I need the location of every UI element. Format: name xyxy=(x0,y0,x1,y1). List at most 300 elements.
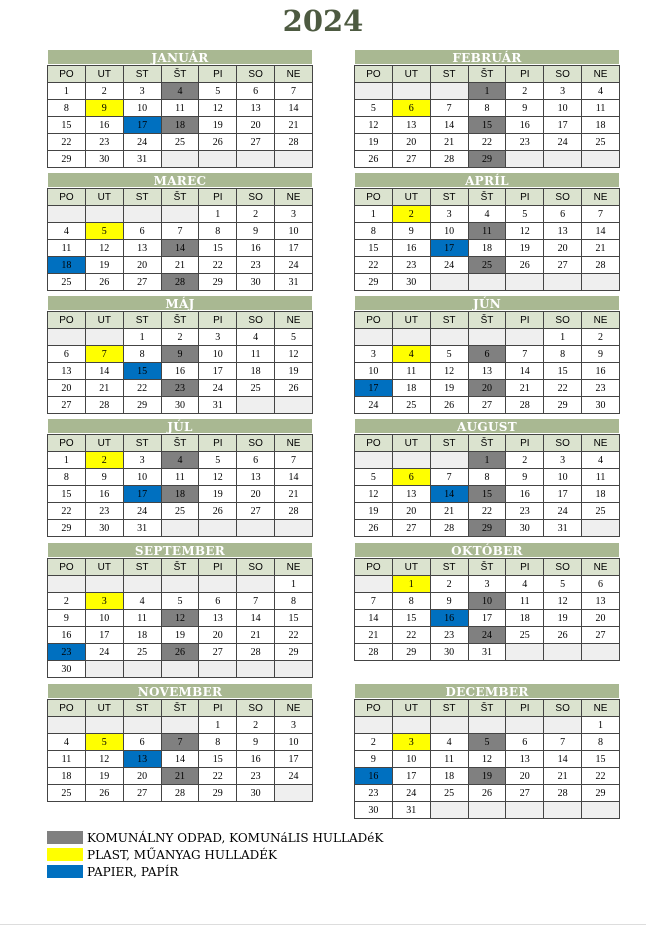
month-table xyxy=(354,699,620,819)
day-cell: 19 xyxy=(355,134,393,151)
day-cell: 29 xyxy=(468,151,506,168)
day-header: UT xyxy=(392,435,430,452)
day-cell: 16 xyxy=(85,117,123,134)
empty-cell xyxy=(506,151,544,168)
day-cell: 28 xyxy=(275,134,313,151)
day-header: UT xyxy=(85,435,123,452)
legend-label: PAPIER, PAPÍR xyxy=(87,864,179,879)
divider xyxy=(0,924,646,925)
legend-label: PLAST, MŰANYAG HULLADÉK xyxy=(87,847,277,862)
day-cell: 22 xyxy=(355,257,393,274)
day-cell: 13 xyxy=(582,593,620,610)
month-name: OKTÓBER xyxy=(354,542,620,558)
day-cell: 24 xyxy=(544,503,582,520)
month-január xyxy=(47,49,313,168)
day-header: SO xyxy=(544,66,582,83)
day-cell: 31 xyxy=(123,520,161,537)
day-cell: 12 xyxy=(468,751,506,768)
legend-item xyxy=(47,846,383,863)
week-row xyxy=(355,503,620,520)
day-cell: 12 xyxy=(85,751,123,768)
week-row xyxy=(48,206,313,223)
day-header: PI xyxy=(506,312,544,329)
empty-cell xyxy=(161,661,199,678)
day-cell: 6 xyxy=(123,223,161,240)
day-cell: 5 xyxy=(430,346,468,363)
week-row xyxy=(355,644,620,661)
day-cell: 25 xyxy=(123,644,161,661)
day-cell: 28 xyxy=(430,151,468,168)
day-cell: 10 xyxy=(392,751,430,768)
day-header: PO xyxy=(355,66,393,83)
day-cell: 28 xyxy=(430,520,468,537)
day-cell: 10 xyxy=(355,363,393,380)
day-cell: 6 xyxy=(506,734,544,751)
week-row xyxy=(48,751,313,768)
empty-cell xyxy=(355,83,393,100)
day-cell: 20 xyxy=(544,240,582,257)
day-cell: 4 xyxy=(48,223,86,240)
day-cell: 14 xyxy=(582,223,620,240)
empty-cell xyxy=(582,802,620,819)
day-cell: 14 xyxy=(275,100,313,117)
day-cell: 13 xyxy=(392,486,430,503)
week-row xyxy=(48,734,313,751)
day-cell: 4 xyxy=(392,346,430,363)
month-október xyxy=(354,542,620,661)
day-cell: 11 xyxy=(161,100,199,117)
day-cell: 5 xyxy=(544,576,582,593)
day-cell: 1 xyxy=(392,576,430,593)
day-header: SO xyxy=(544,435,582,452)
day-cell: 20 xyxy=(237,117,275,134)
day-cell: 13 xyxy=(392,117,430,134)
day-cell: 3 xyxy=(123,452,161,469)
day-header: UT xyxy=(392,66,430,83)
day-header: ŠT xyxy=(161,700,199,717)
day-cell: 18 xyxy=(161,486,199,503)
day-cell: 18 xyxy=(392,380,430,397)
week-row xyxy=(355,240,620,257)
day-cell: 22 xyxy=(468,134,506,151)
day-cell: 8 xyxy=(544,346,582,363)
day-header: SO xyxy=(237,700,275,717)
month-name: FEBRUÁR xyxy=(354,49,620,65)
empty-cell xyxy=(430,717,468,734)
week-row xyxy=(355,785,620,802)
day-cell: 3 xyxy=(468,576,506,593)
day-cell: 5 xyxy=(85,223,123,240)
empty-cell xyxy=(430,329,468,346)
day-cell: 26 xyxy=(199,503,237,520)
empty-cell xyxy=(237,661,275,678)
day-cell: 26 xyxy=(85,785,123,802)
day-cell: 19 xyxy=(275,363,313,380)
day-cell: 22 xyxy=(275,627,313,644)
day-header: PI xyxy=(199,189,237,206)
day-cell: 24 xyxy=(275,768,313,785)
day-cell: 15 xyxy=(355,240,393,257)
month-name: DECEMBER xyxy=(354,683,620,699)
day-header: SO xyxy=(237,435,275,452)
day-cell: 17 xyxy=(392,768,430,785)
day-cell: 23 xyxy=(506,503,544,520)
day-header: ŠT xyxy=(468,435,506,452)
day-header: ŠT xyxy=(468,700,506,717)
empty-cell xyxy=(48,717,86,734)
empty-cell xyxy=(161,717,199,734)
week-row xyxy=(355,83,620,100)
day-cell: 3 xyxy=(275,717,313,734)
day-cell: 23 xyxy=(506,134,544,151)
week-row xyxy=(355,206,620,223)
day-cell: 8 xyxy=(275,593,313,610)
day-header: PO xyxy=(48,312,86,329)
day-header: ST xyxy=(123,189,161,206)
day-header: ST xyxy=(123,700,161,717)
day-cell: 18 xyxy=(582,486,620,503)
empty-cell xyxy=(48,329,86,346)
month-table xyxy=(47,434,313,537)
month-máj xyxy=(47,295,313,414)
month-name: MAREC xyxy=(47,172,313,188)
week-row xyxy=(355,397,620,414)
month-table xyxy=(47,558,313,678)
month-table xyxy=(354,434,620,537)
day-cell: 7 xyxy=(544,734,582,751)
day-cell: 8 xyxy=(123,346,161,363)
day-cell: 8 xyxy=(468,100,506,117)
day-cell: 22 xyxy=(48,503,86,520)
day-cell: 11 xyxy=(506,593,544,610)
empty-cell xyxy=(355,452,393,469)
week-row xyxy=(355,576,620,593)
day-cell: 9 xyxy=(161,346,199,363)
day-cell: 10 xyxy=(123,469,161,486)
day-header: SO xyxy=(237,189,275,206)
day-cell: 6 xyxy=(48,346,86,363)
day-cell: 10 xyxy=(544,469,582,486)
day-cell: 4 xyxy=(430,734,468,751)
day-cell: 12 xyxy=(85,240,123,257)
week-row xyxy=(355,469,620,486)
day-cell: 28 xyxy=(275,503,313,520)
day-cell: 25 xyxy=(582,503,620,520)
day-cell: 19 xyxy=(468,768,506,785)
day-cell: 20 xyxy=(48,380,86,397)
day-cell: 31 xyxy=(392,802,430,819)
day-cell: 5 xyxy=(85,734,123,751)
day-cell: 30 xyxy=(392,274,430,291)
day-cell: 9 xyxy=(506,100,544,117)
day-header: NE xyxy=(582,435,620,452)
month-december xyxy=(354,683,620,819)
day-cell: 25 xyxy=(392,397,430,414)
week-row xyxy=(355,257,620,274)
day-cell: 21 xyxy=(237,627,275,644)
day-cell: 25 xyxy=(161,134,199,151)
day-cell: 21 xyxy=(161,768,199,785)
day-header: ST xyxy=(430,312,468,329)
day-header: SO xyxy=(237,312,275,329)
day-cell: 13 xyxy=(199,610,237,627)
day-cell: 28 xyxy=(544,785,582,802)
day-cell: 9 xyxy=(85,469,123,486)
week-row xyxy=(48,610,313,627)
day-cell: 15 xyxy=(468,117,506,134)
day-cell: 30 xyxy=(430,644,468,661)
day-cell: 17 xyxy=(468,610,506,627)
day-cell: 21 xyxy=(506,380,544,397)
month-name: AUGUST xyxy=(354,418,620,434)
week-row xyxy=(48,117,313,134)
day-header: ŠT xyxy=(468,189,506,206)
empty-cell xyxy=(275,661,313,678)
day-cell: 18 xyxy=(161,117,199,134)
day-cell: 14 xyxy=(161,240,199,257)
day-cell: 2 xyxy=(237,206,275,223)
empty-cell xyxy=(237,397,275,414)
day-cell: 15 xyxy=(275,610,313,627)
day-cell: 2 xyxy=(161,329,199,346)
day-cell: 11 xyxy=(48,751,86,768)
empty-cell xyxy=(582,644,620,661)
day-cell: 29 xyxy=(123,397,161,414)
day-cell: 2 xyxy=(355,734,393,751)
day-cell: 25 xyxy=(430,785,468,802)
empty-cell xyxy=(468,329,506,346)
day-cell: 30 xyxy=(161,397,199,414)
day-cell: 6 xyxy=(392,469,430,486)
day-header: ST xyxy=(430,559,468,576)
day-cell: 7 xyxy=(85,346,123,363)
day-cell: 17 xyxy=(123,486,161,503)
empty-cell xyxy=(468,802,506,819)
day-cell: 27 xyxy=(468,397,506,414)
week-row xyxy=(48,661,313,678)
day-cell: 4 xyxy=(237,329,275,346)
day-header: NE xyxy=(582,189,620,206)
legend-label: KOMUNÁLNY ODPAD, KOMUNáLIS HULLADéK xyxy=(87,830,384,845)
day-cell: 17 xyxy=(123,117,161,134)
day-header: NE xyxy=(275,189,313,206)
month-jún xyxy=(354,295,620,414)
day-cell: 7 xyxy=(355,593,393,610)
legend-swatch xyxy=(47,848,83,861)
empty-cell xyxy=(430,452,468,469)
day-cell: 29 xyxy=(544,397,582,414)
day-cell: 27 xyxy=(48,397,86,414)
day-cell: 8 xyxy=(355,223,393,240)
week-row xyxy=(48,134,313,151)
day-cell: 21 xyxy=(582,240,620,257)
day-cell: 13 xyxy=(123,240,161,257)
day-cell: 9 xyxy=(48,610,86,627)
day-cell: 30 xyxy=(237,274,275,291)
day-header: NE xyxy=(275,700,313,717)
day-header: PO xyxy=(355,189,393,206)
day-cell: 18 xyxy=(48,257,86,274)
empty-cell xyxy=(355,576,393,593)
day-cell: 4 xyxy=(506,576,544,593)
week-row xyxy=(48,593,313,610)
day-cell: 7 xyxy=(430,100,468,117)
week-row xyxy=(48,151,313,168)
empty-cell xyxy=(506,644,544,661)
day-header: PI xyxy=(199,700,237,717)
week-row xyxy=(355,346,620,363)
day-cell: 2 xyxy=(85,83,123,100)
month-table xyxy=(354,188,620,291)
day-header: PI xyxy=(506,189,544,206)
empty-cell xyxy=(355,717,393,734)
day-cell: 3 xyxy=(275,206,313,223)
day-cell: 9 xyxy=(85,100,123,117)
day-header: PI xyxy=(199,312,237,329)
month-name: NOVEMBER xyxy=(47,683,313,699)
day-cell: 28 xyxy=(582,257,620,274)
day-cell: 12 xyxy=(430,363,468,380)
day-header: PI xyxy=(506,700,544,717)
day-cell: 8 xyxy=(468,469,506,486)
day-cell: 27 xyxy=(199,644,237,661)
day-header: PI xyxy=(506,66,544,83)
day-cell: 9 xyxy=(237,734,275,751)
day-cell: 30 xyxy=(237,785,275,802)
day-cell: 15 xyxy=(468,486,506,503)
week-row xyxy=(355,486,620,503)
day-cell: 15 xyxy=(123,363,161,380)
day-cell: 11 xyxy=(161,469,199,486)
day-cell: 6 xyxy=(544,206,582,223)
day-header: ST xyxy=(430,189,468,206)
day-cell: 24 xyxy=(85,644,123,661)
day-cell: 11 xyxy=(48,240,86,257)
day-cell: 23 xyxy=(48,644,86,661)
day-cell: 10 xyxy=(468,593,506,610)
day-cell: 2 xyxy=(430,576,468,593)
day-cell: 28 xyxy=(161,785,199,802)
day-header: ŠT xyxy=(161,189,199,206)
day-cell: 29 xyxy=(582,785,620,802)
day-cell: 17 xyxy=(275,751,313,768)
day-cell: 22 xyxy=(48,134,86,151)
day-header: UT xyxy=(85,559,123,576)
day-cell: 23 xyxy=(237,768,275,785)
day-header: UT xyxy=(85,189,123,206)
day-cell: 24 xyxy=(355,397,393,414)
day-cell: 30 xyxy=(506,520,544,537)
day-header: NE xyxy=(582,559,620,576)
day-cell: 31 xyxy=(199,397,237,414)
day-cell: 12 xyxy=(199,100,237,117)
empty-cell xyxy=(161,151,199,168)
day-cell: 29 xyxy=(392,644,430,661)
empty-cell xyxy=(430,83,468,100)
empty-cell xyxy=(582,520,620,537)
day-cell: 8 xyxy=(48,469,86,486)
week-row xyxy=(48,717,313,734)
day-cell: 16 xyxy=(355,768,393,785)
day-cell: 28 xyxy=(85,397,123,414)
day-header: ST xyxy=(430,700,468,717)
week-row xyxy=(355,274,620,291)
week-row xyxy=(48,346,313,363)
day-cell: 15 xyxy=(544,363,582,380)
day-cell: 18 xyxy=(123,627,161,644)
month-table xyxy=(354,558,620,661)
empty-cell xyxy=(506,274,544,291)
week-row xyxy=(355,134,620,151)
day-cell: 3 xyxy=(544,452,582,469)
day-cell: 27 xyxy=(506,785,544,802)
day-cell: 20 xyxy=(237,486,275,503)
empty-cell xyxy=(199,661,237,678)
week-row xyxy=(48,644,313,661)
day-cell: 7 xyxy=(275,452,313,469)
day-cell: 24 xyxy=(123,503,161,520)
empty-cell xyxy=(392,329,430,346)
day-cell: 14 xyxy=(85,363,123,380)
empty-cell xyxy=(582,151,620,168)
empty-cell xyxy=(85,717,123,734)
empty-cell xyxy=(544,644,582,661)
day-cell: 21 xyxy=(430,503,468,520)
empty-cell xyxy=(85,661,123,678)
day-cell: 4 xyxy=(161,83,199,100)
day-cell: 6 xyxy=(237,452,275,469)
day-cell: 9 xyxy=(430,593,468,610)
day-cell: 7 xyxy=(161,223,199,240)
day-cell: 8 xyxy=(582,734,620,751)
day-cell: 19 xyxy=(85,257,123,274)
day-cell: 12 xyxy=(275,346,313,363)
month-name: JANUÁR xyxy=(47,49,313,65)
day-cell: 4 xyxy=(123,593,161,610)
day-cell: 16 xyxy=(237,240,275,257)
week-row xyxy=(355,751,620,768)
day-header: NE xyxy=(582,312,620,329)
day-cell: 6 xyxy=(123,734,161,751)
week-row xyxy=(355,520,620,537)
day-cell: 2 xyxy=(237,717,275,734)
empty-cell xyxy=(275,785,313,802)
day-cell: 29 xyxy=(275,644,313,661)
day-cell: 9 xyxy=(506,469,544,486)
month-name: APRÍL xyxy=(354,172,620,188)
day-cell: 11 xyxy=(430,751,468,768)
day-cell: 4 xyxy=(48,734,86,751)
month-name: JÚL xyxy=(47,418,313,434)
week-row xyxy=(355,452,620,469)
legend-item xyxy=(47,829,383,846)
day-cell: 2 xyxy=(85,452,123,469)
empty-cell xyxy=(237,576,275,593)
empty-cell xyxy=(199,151,237,168)
empty-cell xyxy=(275,151,313,168)
day-header: UT xyxy=(392,700,430,717)
day-cell: 6 xyxy=(582,576,620,593)
day-cell: 18 xyxy=(468,240,506,257)
day-cell: 22 xyxy=(582,768,620,785)
month-name: JÚN xyxy=(354,295,620,311)
empty-cell xyxy=(392,717,430,734)
day-header: SO xyxy=(544,189,582,206)
day-cell: 20 xyxy=(123,768,161,785)
week-row xyxy=(355,768,620,785)
day-cell: 16 xyxy=(237,751,275,768)
week-row xyxy=(355,802,620,819)
